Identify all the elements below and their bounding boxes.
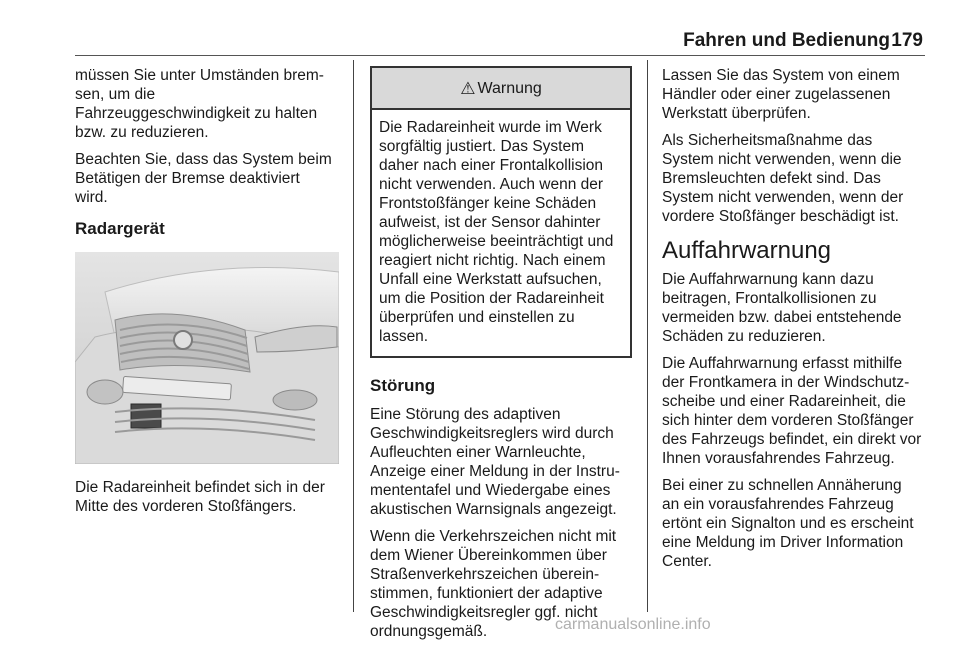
paragraph: Wenn die Verkehrszeichen nicht mit dem Wiener Übereinkommen über Straßenverkehrszeichen überein- stimmen, funktioniert der adaptive Geschwindigkeitsregler ggf. nicht ordnungsgemäß. (370, 528, 617, 640)
warning-triangle-icon: ⚠ (460, 78, 476, 98)
watermark: carmanualsonline.info (555, 616, 711, 633)
paragraph: Eine Störung des adaptiven Geschwindigkeitsreglers wird durch Aufleuchten einer Warnleuchte, Anzeige einer Meldung in der Instru- mententafel und Wiedergabe eines akustischen Warnsignals angezeigt. (370, 406, 620, 518)
column-divider-2 (647, 60, 648, 612)
paragraph: müssen Sie unter Umständen brem- sen, um die Fahrzeuggeschwindigkeit zu halten bzw. zu reduzieren. (75, 67, 324, 141)
section-heading-collision-warning: Auffahrwarnung (662, 237, 832, 264)
section-heading-malfunction: Störung (370, 376, 436, 395)
warning-label: Warnung (477, 79, 542, 97)
header-rule (75, 55, 925, 56)
car-front-radar-image (75, 252, 339, 464)
paragraph: Bei einer zu schnellen Annäherung an ein vorausfahrendes Fahrzeug ertönt ein Signalton und es erscheint eine Meldung im Driver Information Center. (662, 477, 914, 570)
column-3 (662, 66, 927, 579)
car-front-illustration (75, 252, 339, 464)
paragraph: Beachten Sie, dass das System beim Betätigen der Bremse deaktiviert wird. (75, 151, 332, 206)
warning-header (372, 68, 630, 110)
page-header-title: Fahren und Bedienung (683, 30, 890, 51)
image-caption: Die Radareinheit befindet sich in der Mitte des vorderen Stoßfängers. (75, 479, 325, 515)
paragraph: Die Auffahrwarnung kann dazu beitragen, Frontalkollisionen zu vermeiden bzw. dabei entstehende Schäden zu reduzieren. (662, 271, 902, 345)
warning-box (370, 66, 632, 358)
warning-text: Die Radareinheit wurde im Werk sorgfältig justiert. Das System daher nach einer Frontalkollision nicht verwenden. Auch wenn der Frontstoßfänger keine Schäden aufweist, ist der Sensor dahinter möglicherweise beeinträchtigt und reagiert nicht richtig. Nach einem Unfall eine Werkstatt aufsuchen, um die Position der Radareinheit überprüfen und einstellen zu lassen. (379, 119, 614, 345)
column-1 (75, 66, 343, 524)
paragraph: Lassen Sie das System von einem Händler oder einer zugelassenen Werkstatt überprüfen. (662, 67, 900, 122)
paragraph: Als Sicherheitsmaßnahme das System nicht verwenden, wenn die Bremsleuchten defekt sind. Das System nicht verwenden, wenn der vordere Stoßfänger beschädigt ist. (662, 132, 904, 225)
column-divider-1 (353, 60, 354, 612)
paragraph: Die Auffahrwarnung erfasst mithilfe der Frontkamera in der Windschutz- scheibe und einer Radareinheit, die sich hinter dem vorderen Stoßfänger des Fahrzeugs befindet, ein direkt vor Ihnen vorausfahrendes Fahrzeug. (662, 355, 922, 467)
page-number: 179 (891, 30, 923, 51)
section-heading-radar: Radargerät (75, 219, 165, 238)
column-2 (370, 66, 632, 649)
